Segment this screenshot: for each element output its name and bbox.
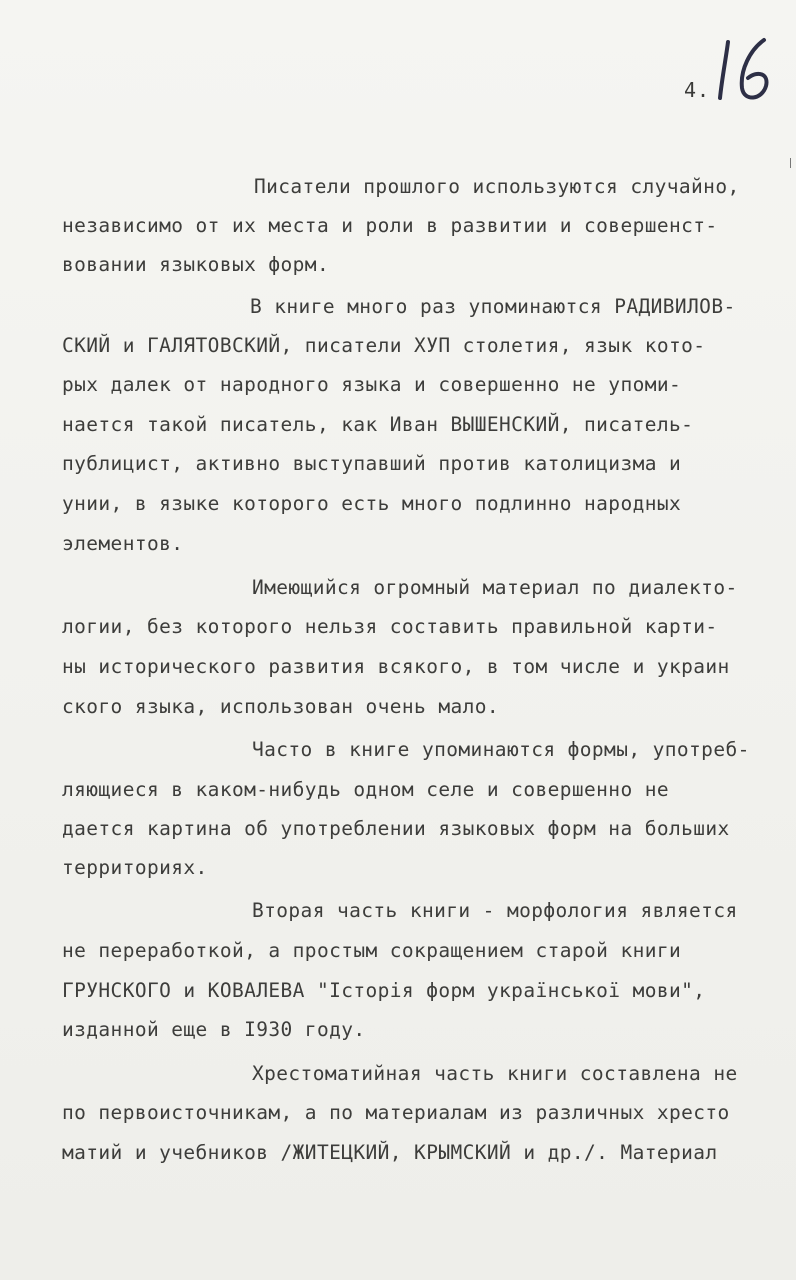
handwritten-page-number	[714, 36, 784, 106]
text-line: Хрестоматийная часть книги составлена не	[252, 1062, 738, 1085]
text-line: по первоисточникам, а по материалам из различных хресто	[62, 1101, 730, 1124]
text-line: матий и учебников /ЖИТЕЦКИЙ, КРЫМСКИЙ и др./. Материал	[62, 1141, 718, 1164]
text-line: независимо от их места и роли в развитии и совершенст-	[62, 214, 718, 237]
text-line: дается картина об употреблении языковых форм на больших	[62, 817, 730, 840]
text-line: Вторая часть книги - морфология является	[252, 899, 738, 922]
text-line: Часто в книге упоминаются формы, употреб-	[252, 738, 750, 761]
text-line: территориях.	[62, 856, 208, 879]
text-line: ны исторического развития всякого, в том числе и украин	[62, 655, 730, 678]
text-line: вовании языковых форм.	[62, 253, 330, 276]
text-line: Писатели прошлого используются случайно,	[254, 175, 740, 198]
text-line: элементов.	[62, 532, 184, 555]
text-line: публицист, активно выступавший против католицизма и	[62, 452, 682, 475]
text-line: В книге много раз упоминаются РАДИВИЛОВ-	[250, 295, 736, 318]
text-line: нается такой писатель, как Иван ВЫШЕНСКИЙ, писатель-	[62, 413, 694, 436]
page-number: 4.	[684, 78, 711, 102]
text-line: Имеющийся огромный материал по диалекто-	[252, 576, 738, 599]
text-line: изданной еще в I930 году.	[62, 1018, 366, 1041]
text-line: логии, без которого нельзя составить правильной карти-	[62, 615, 718, 638]
text-line: ляющиеся в каком-нибудь одном селе и совершенно не	[62, 778, 669, 801]
text-line: рых далек от народного языка и совершенно не упоми-	[62, 373, 682, 396]
text-line: ского языка, использован очень мало.	[62, 695, 500, 718]
text-line: СКИЙ и ГАЛЯТОВСКИЙ, писатели ХУП столетия, язык кото-	[62, 334, 706, 357]
text-line: ГРУНСКОГО и КОВАЛЕВА "Історія форм української мови",	[62, 979, 706, 1002]
text-line: унии, в языке которого есть много подлинно народных	[62, 492, 682, 515]
margin-mark	[786, 158, 791, 168]
text-line: не переработкой, а простым сокращением старой книги	[62, 939, 682, 962]
